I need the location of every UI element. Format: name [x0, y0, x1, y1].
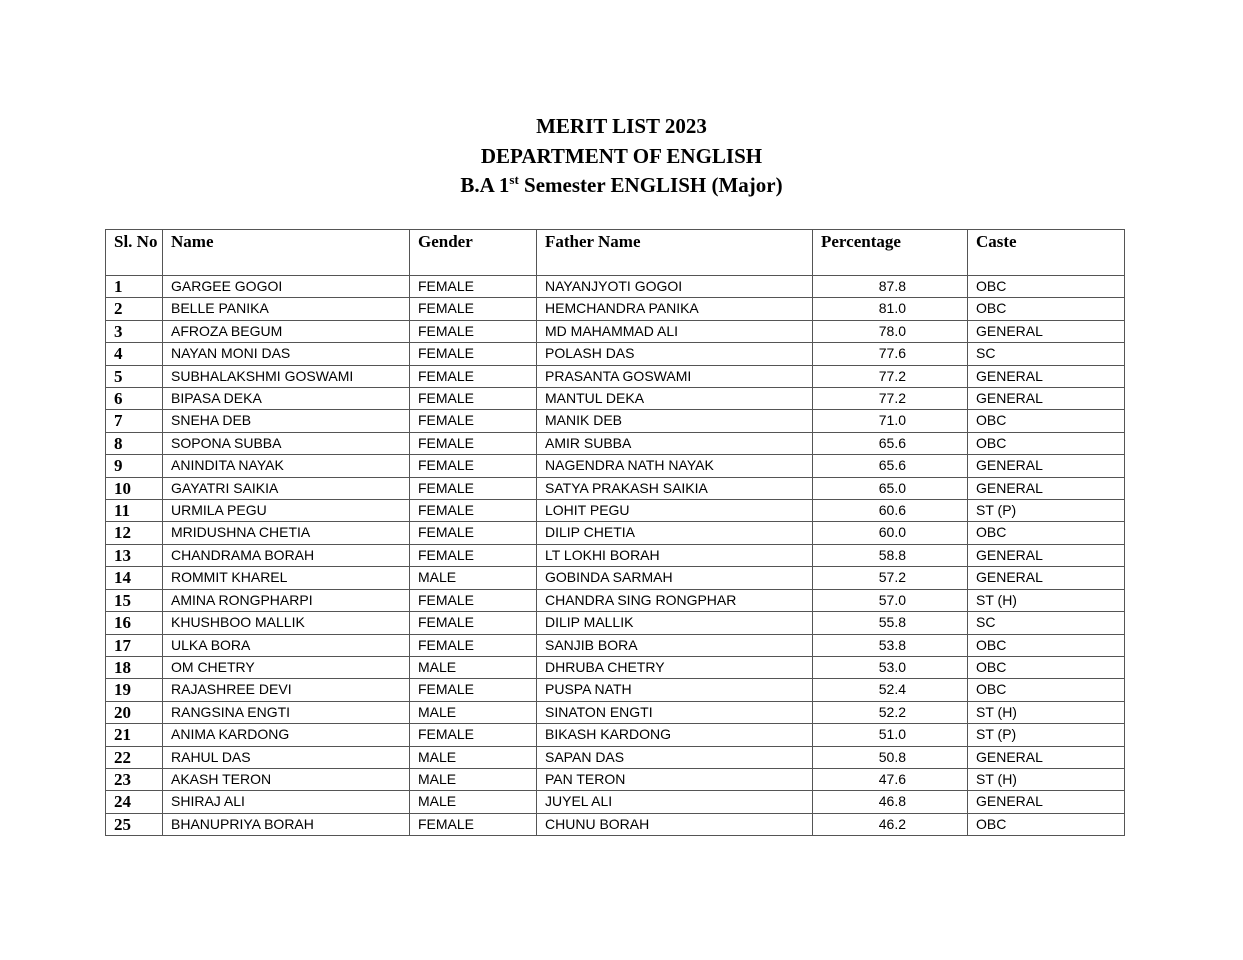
cell-sl-no: 8 [106, 432, 163, 454]
cell-percentage: 65.0 [813, 477, 968, 499]
cell-percentage: 46.2 [813, 813, 968, 835]
cell-caste: ST (P) [968, 724, 1125, 746]
table-row [106, 500, 1125, 522]
cell-sl-no: 2 [106, 298, 163, 320]
cell-caste: ST (H) [968, 768, 1125, 790]
cell-percentage: 77.6 [813, 343, 968, 365]
table-row [106, 298, 1125, 320]
document-header [0, 112, 1243, 201]
cell-father-name: MANIK DEB [537, 410, 813, 432]
cell-father-name: CHUNU BORAH [537, 813, 813, 835]
cell-sl-no: 13 [106, 544, 163, 566]
cell-percentage: 50.8 [813, 746, 968, 768]
cell-caste: OBC [968, 410, 1125, 432]
table-row [106, 388, 1125, 410]
cell-percentage: 87.8 [813, 276, 968, 298]
table-row [106, 791, 1125, 813]
cell-gender: FEMALE [410, 298, 537, 320]
cell-percentage: 52.4 [813, 679, 968, 701]
table-row [106, 813, 1125, 835]
cell-gender: FEMALE [410, 388, 537, 410]
cell-percentage: 57.2 [813, 567, 968, 589]
cell-father-name: PUSPA NATH [537, 679, 813, 701]
cell-caste: ST (H) [968, 701, 1125, 723]
cell-caste: OBC [968, 432, 1125, 454]
cell-sl-no: 1 [106, 276, 163, 298]
header-sl-no: Sl. No [106, 230, 163, 276]
cell-caste: GENERAL [968, 567, 1125, 589]
cell-name: OM CHETRY [163, 656, 410, 678]
cell-father-name: MD MAHAMMAD ALI [537, 320, 813, 342]
cell-father-name: SATYA PRAKASH SAIKIA [537, 477, 813, 499]
cell-caste: GENERAL [968, 746, 1125, 768]
cell-father-name: MANTUL DEKA [537, 388, 813, 410]
cell-name: AMINA RONGPHARPI [163, 589, 410, 611]
cell-father-name: AMIR SUBBA [537, 432, 813, 454]
cell-name: GAYATRI SAIKIA [163, 477, 410, 499]
cell-sl-no: 11 [106, 500, 163, 522]
cell-caste: OBC [968, 634, 1125, 656]
cell-gender: FEMALE [410, 477, 537, 499]
cell-name: AKASH TERON [163, 768, 410, 790]
cell-sl-no: 20 [106, 701, 163, 723]
cell-gender: FEMALE [410, 589, 537, 611]
table-row [106, 724, 1125, 746]
table-header-row [106, 230, 1125, 276]
course-title [0, 171, 1243, 201]
cell-caste: GENERAL [968, 477, 1125, 499]
cell-caste: GENERAL [968, 455, 1125, 477]
cell-sl-no: 17 [106, 634, 163, 656]
table-row [106, 544, 1125, 566]
merit-list-table [105, 229, 1125, 836]
table-row [106, 455, 1125, 477]
cell-name: KHUSHBOO MALLIK [163, 612, 410, 634]
cell-name: BIPASA DEKA [163, 388, 410, 410]
cell-percentage: 60.6 [813, 500, 968, 522]
cell-caste: GENERAL [968, 320, 1125, 342]
cell-gender: FEMALE [410, 455, 537, 477]
cell-name: MRIDUSHNA CHETIA [163, 522, 410, 544]
cell-father-name: DILIP MALLIK [537, 612, 813, 634]
cell-caste: OBC [968, 522, 1125, 544]
cell-sl-no: 9 [106, 455, 163, 477]
cell-caste: GENERAL [968, 365, 1125, 387]
cell-percentage: 46.8 [813, 791, 968, 813]
cell-name: AFROZA BEGUM [163, 320, 410, 342]
department-title: DEPARTMENT OF ENGLISH [480, 143, 763, 168]
table-row [106, 522, 1125, 544]
header-name: Name [163, 230, 410, 276]
cell-sl-no: 25 [106, 813, 163, 835]
table-body [106, 276, 1125, 836]
cell-sl-no: 21 [106, 724, 163, 746]
cell-father-name: SAPAN DAS [537, 746, 813, 768]
cell-gender: FEMALE [410, 432, 537, 454]
cell-percentage: 65.6 [813, 455, 968, 477]
cell-name: RANGSINA ENGTI [163, 701, 410, 723]
cell-sl-no: 10 [106, 477, 163, 499]
cell-gender: MALE [410, 768, 537, 790]
cell-caste: OBC [968, 813, 1125, 835]
table-row [106, 276, 1125, 298]
table-row [106, 410, 1125, 432]
header-caste: Caste [968, 230, 1125, 276]
cell-father-name: PAN TERON [537, 768, 813, 790]
cell-father-name: POLASH DAS [537, 343, 813, 365]
cell-father-name: CHANDRA SING RONGPHAR [537, 589, 813, 611]
table-row [106, 365, 1125, 387]
cell-percentage: 77.2 [813, 365, 968, 387]
cell-sl-no: 12 [106, 522, 163, 544]
cell-caste: ST (P) [968, 500, 1125, 522]
cell-caste: SC [968, 343, 1125, 365]
table-row [106, 746, 1125, 768]
cell-caste: OBC [968, 298, 1125, 320]
cell-percentage: 65.6 [813, 432, 968, 454]
cell-percentage: 77.2 [813, 388, 968, 410]
cell-sl-no: 5 [106, 365, 163, 387]
cell-gender: FEMALE [410, 365, 537, 387]
cell-sl-no: 24 [106, 791, 163, 813]
cell-sl-no: 7 [106, 410, 163, 432]
cell-gender: FEMALE [410, 522, 537, 544]
cell-father-name: LT LOKHI BORAH [537, 544, 813, 566]
cell-father-name: NAYANJYOTI GOGOI [537, 276, 813, 298]
cell-percentage: 71.0 [813, 410, 968, 432]
cell-name: NAYAN MONI DAS [163, 343, 410, 365]
table-row [106, 656, 1125, 678]
cell-gender: FEMALE [410, 343, 537, 365]
header-gender: Gender [410, 230, 537, 276]
header-percentage: Percentage [813, 230, 968, 276]
course-title-prefix: B.A 1 [460, 173, 510, 197]
cell-father-name: BIKASH KARDONG [537, 724, 813, 746]
cell-father-name: GOBINDA SARMAH [537, 567, 813, 589]
cell-percentage: 78.0 [813, 320, 968, 342]
cell-caste: SC [968, 612, 1125, 634]
cell-name: SOPONA SUBBA [163, 432, 410, 454]
cell-name: RAJASHREE DEVI [163, 679, 410, 701]
cell-name: BHANUPRIYA BORAH [163, 813, 410, 835]
cell-name: RAHUL DAS [163, 746, 410, 768]
cell-caste: OBC [968, 276, 1125, 298]
table-row [106, 477, 1125, 499]
cell-sl-no: 18 [106, 656, 163, 678]
cell-caste: GENERAL [968, 791, 1125, 813]
cell-name: ULKA BORA [163, 634, 410, 656]
cell-percentage: 58.8 [813, 544, 968, 566]
cell-sl-no: 22 [106, 746, 163, 768]
cell-gender: FEMALE [410, 724, 537, 746]
table-row [106, 432, 1125, 454]
cell-name: SHIRAJ ALI [163, 791, 410, 813]
table-row [106, 567, 1125, 589]
cell-sl-no: 4 [106, 343, 163, 365]
course-title-superscript: st [509, 172, 519, 187]
cell-gender: FEMALE [410, 544, 537, 566]
cell-father-name: JUYEL ALI [537, 791, 813, 813]
cell-name: ANINDITA NAYAK [163, 455, 410, 477]
cell-gender: FEMALE [410, 410, 537, 432]
cell-percentage: 55.8 [813, 612, 968, 634]
cell-sl-no: 23 [106, 768, 163, 790]
cell-gender: MALE [410, 567, 537, 589]
cell-father-name: SANJIB BORA [537, 634, 813, 656]
cell-gender: FEMALE [410, 813, 537, 835]
cell-name: CHANDRAMA BORAH [163, 544, 410, 566]
cell-gender: FEMALE [410, 500, 537, 522]
header-father-name: Father Name [537, 230, 813, 276]
cell-caste: GENERAL [968, 544, 1125, 566]
cell-percentage: 51.0 [813, 724, 968, 746]
cell-percentage: 52.2 [813, 701, 968, 723]
cell-sl-no: 6 [106, 388, 163, 410]
cell-father-name: PRASANTA GOSWAMI [537, 365, 813, 387]
table-row [106, 589, 1125, 611]
cell-gender: MALE [410, 746, 537, 768]
cell-gender: MALE [410, 656, 537, 678]
cell-father-name: DHRUBA CHETRY [537, 656, 813, 678]
cell-sl-no: 19 [106, 679, 163, 701]
cell-percentage: 57.0 [813, 589, 968, 611]
cell-gender: FEMALE [410, 634, 537, 656]
cell-father-name: NAGENDRA NATH NAYAK [537, 455, 813, 477]
cell-name: BELLE PANIKA [163, 298, 410, 320]
cell-percentage: 53.0 [813, 656, 968, 678]
cell-percentage: 60.0 [813, 522, 968, 544]
cell-name: SNEHA DEB [163, 410, 410, 432]
cell-sl-no: 3 [106, 320, 163, 342]
table-row [106, 768, 1125, 790]
cell-percentage: 81.0 [813, 298, 968, 320]
cell-gender: FEMALE [410, 320, 537, 342]
table-row [106, 612, 1125, 634]
cell-gender: MALE [410, 701, 537, 723]
cell-gender: FEMALE [410, 276, 537, 298]
cell-caste: ST (H) [968, 589, 1125, 611]
cell-caste: OBC [968, 656, 1125, 678]
table-row [106, 679, 1125, 701]
table-row [106, 701, 1125, 723]
cell-caste: OBC [968, 679, 1125, 701]
cell-gender: FEMALE [410, 612, 537, 634]
cell-name: ANIMA KARDONG [163, 724, 410, 746]
cell-percentage: 47.6 [813, 768, 968, 790]
cell-name: URMILA PEGU [163, 500, 410, 522]
cell-sl-no: 16 [106, 612, 163, 634]
table-row [106, 320, 1125, 342]
cell-name: GARGEE GOGOI [163, 276, 410, 298]
table-row [106, 634, 1125, 656]
cell-percentage: 53.8 [813, 634, 968, 656]
course-title-suffix: Semester ENGLISH (Major) [518, 173, 783, 197]
cell-gender: FEMALE [410, 679, 537, 701]
cell-father-name: LOHIT PEGU [537, 500, 813, 522]
cell-father-name: SINATON ENGTI [537, 701, 813, 723]
cell-sl-no: 15 [106, 589, 163, 611]
document-title: MERIT LIST 2023 [536, 114, 707, 138]
cell-caste: GENERAL [968, 388, 1125, 410]
cell-name: ROMMIT KHAREL [163, 567, 410, 589]
cell-father-name: HEMCHANDRA PANIKA [537, 298, 813, 320]
cell-father-name: DILIP CHETIA [537, 522, 813, 544]
cell-gender: MALE [410, 791, 537, 813]
cell-name: SUBHALAKSHMI GOSWAMI [163, 365, 410, 387]
cell-sl-no: 14 [106, 567, 163, 589]
table-row [106, 343, 1125, 365]
